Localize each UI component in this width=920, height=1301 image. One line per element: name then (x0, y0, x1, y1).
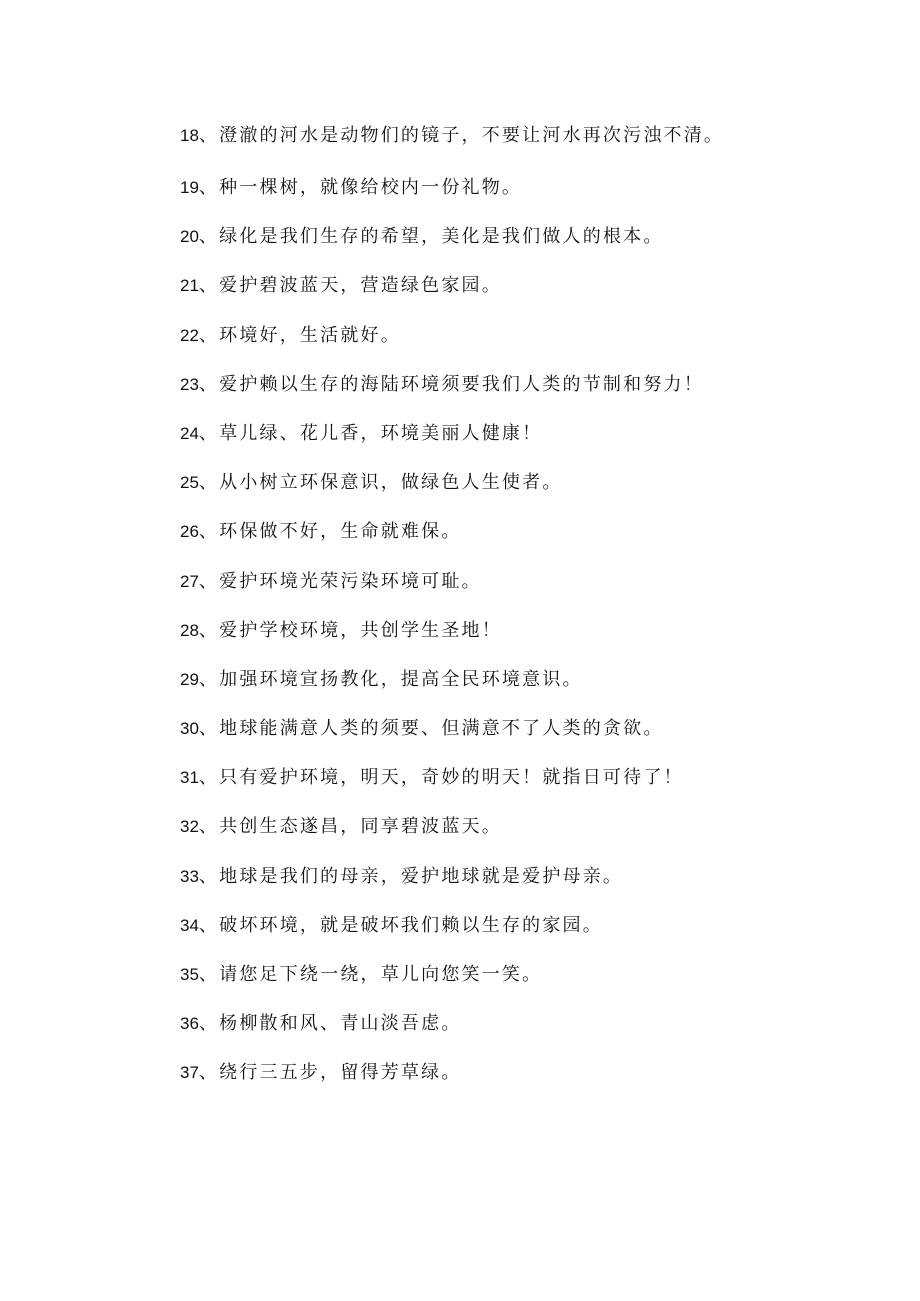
item-text: 、爱护环境光荣污染环境可耻。 (198, 570, 482, 592)
item-number: 36 (180, 1014, 199, 1034)
item-text: 、地球是我们的母亲，爱护地球就是爱护母亲。 (198, 865, 624, 887)
item-number: 25 (180, 473, 199, 493)
item-number: 28 (180, 620, 199, 640)
list-item (180, 912, 880, 961)
item-text: 、澄澈的河水是动物们的镜子，不要让河水再次污浊不清。 (198, 125, 725, 146)
item-text: 、环保做不好，生命就难保。 (198, 521, 462, 543)
item-text: 、爱护学校环境，共创学生圣地！ (198, 619, 502, 641)
list-item (180, 617, 880, 666)
item-text: 、请您足下绕一绕，草儿向您笑一笑。 (198, 964, 543, 985)
item-text: 、爱护碧波蓝天，营造绿色家园。 (198, 275, 502, 297)
list-item (180, 813, 880, 862)
list-item (180, 1059, 880, 1108)
list-item (180, 420, 880, 469)
item-text: 、绕行三五步，留得芳草绿。 (198, 1062, 462, 1084)
item-number: 29 (180, 669, 199, 689)
item-text: 、地球能满意人类的须要、但满意不了人类的贪欲。 (198, 718, 664, 740)
item-number: 37 (180, 1063, 199, 1083)
item-text: 、只有爱护环境，明天，奇妙的明天！就指日可待了！ (198, 767, 684, 789)
item-number: 20 (180, 227, 199, 247)
item-number: 24 (180, 423, 199, 443)
item-text: 、草儿绿、花儿香，环境美丽人健康！ (198, 422, 543, 444)
item-text: 、种一棵树，就像给校内一份礼物。 (198, 177, 523, 198)
list-item (180, 469, 880, 518)
item-number: 21 (180, 276, 199, 296)
item-text: 、绿化是我们生存的希望，美化是我们做人的根本。 (198, 226, 664, 248)
item-text: 、爱护赖以生存的海陆环境须要我们人类的节制和努力！ (198, 373, 704, 395)
item-number: 22 (180, 325, 199, 345)
item-text: 、环境好，生活就好。 (198, 324, 401, 346)
item-number: 35 (180, 965, 199, 984)
item-text: 、杨柳散和风、青山淡吾虑。 (198, 1013, 462, 1035)
item-number: 31 (180, 768, 199, 788)
item-text: 、加强环境宣扬教化，提高全民环境意识。 (198, 668, 583, 690)
item-number: 33 (180, 866, 199, 886)
slogan-list (180, 122, 880, 1109)
list-item (180, 272, 880, 321)
item-number: 27 (180, 571, 199, 591)
list-item (180, 322, 880, 371)
item-number: 30 (180, 719, 199, 739)
list-item (180, 223, 880, 272)
list-item (180, 666, 880, 715)
list-item (180, 518, 880, 567)
list-item (180, 174, 880, 223)
item-text: 、从小树立环保意识，做绿色人生使者。 (198, 472, 563, 494)
item-number: 32 (180, 817, 199, 837)
list-item (180, 122, 880, 174)
item-number: 26 (180, 522, 199, 542)
list-item (180, 371, 880, 420)
item-number: 23 (180, 374, 199, 394)
list-item (180, 961, 880, 1010)
list-item (180, 1010, 880, 1059)
item-number: 18 (180, 126, 199, 145)
list-item (180, 568, 880, 617)
item-number: 34 (180, 915, 199, 935)
list-item (180, 715, 880, 764)
list-item (180, 764, 880, 813)
list-item (180, 863, 880, 912)
item-number: 19 (180, 178, 199, 197)
item-text: 、破坏环境，就是破坏我们赖以生存的家园。 (198, 914, 603, 936)
item-text: 、共创生态遂昌，同享碧波蓝天。 (198, 816, 502, 838)
